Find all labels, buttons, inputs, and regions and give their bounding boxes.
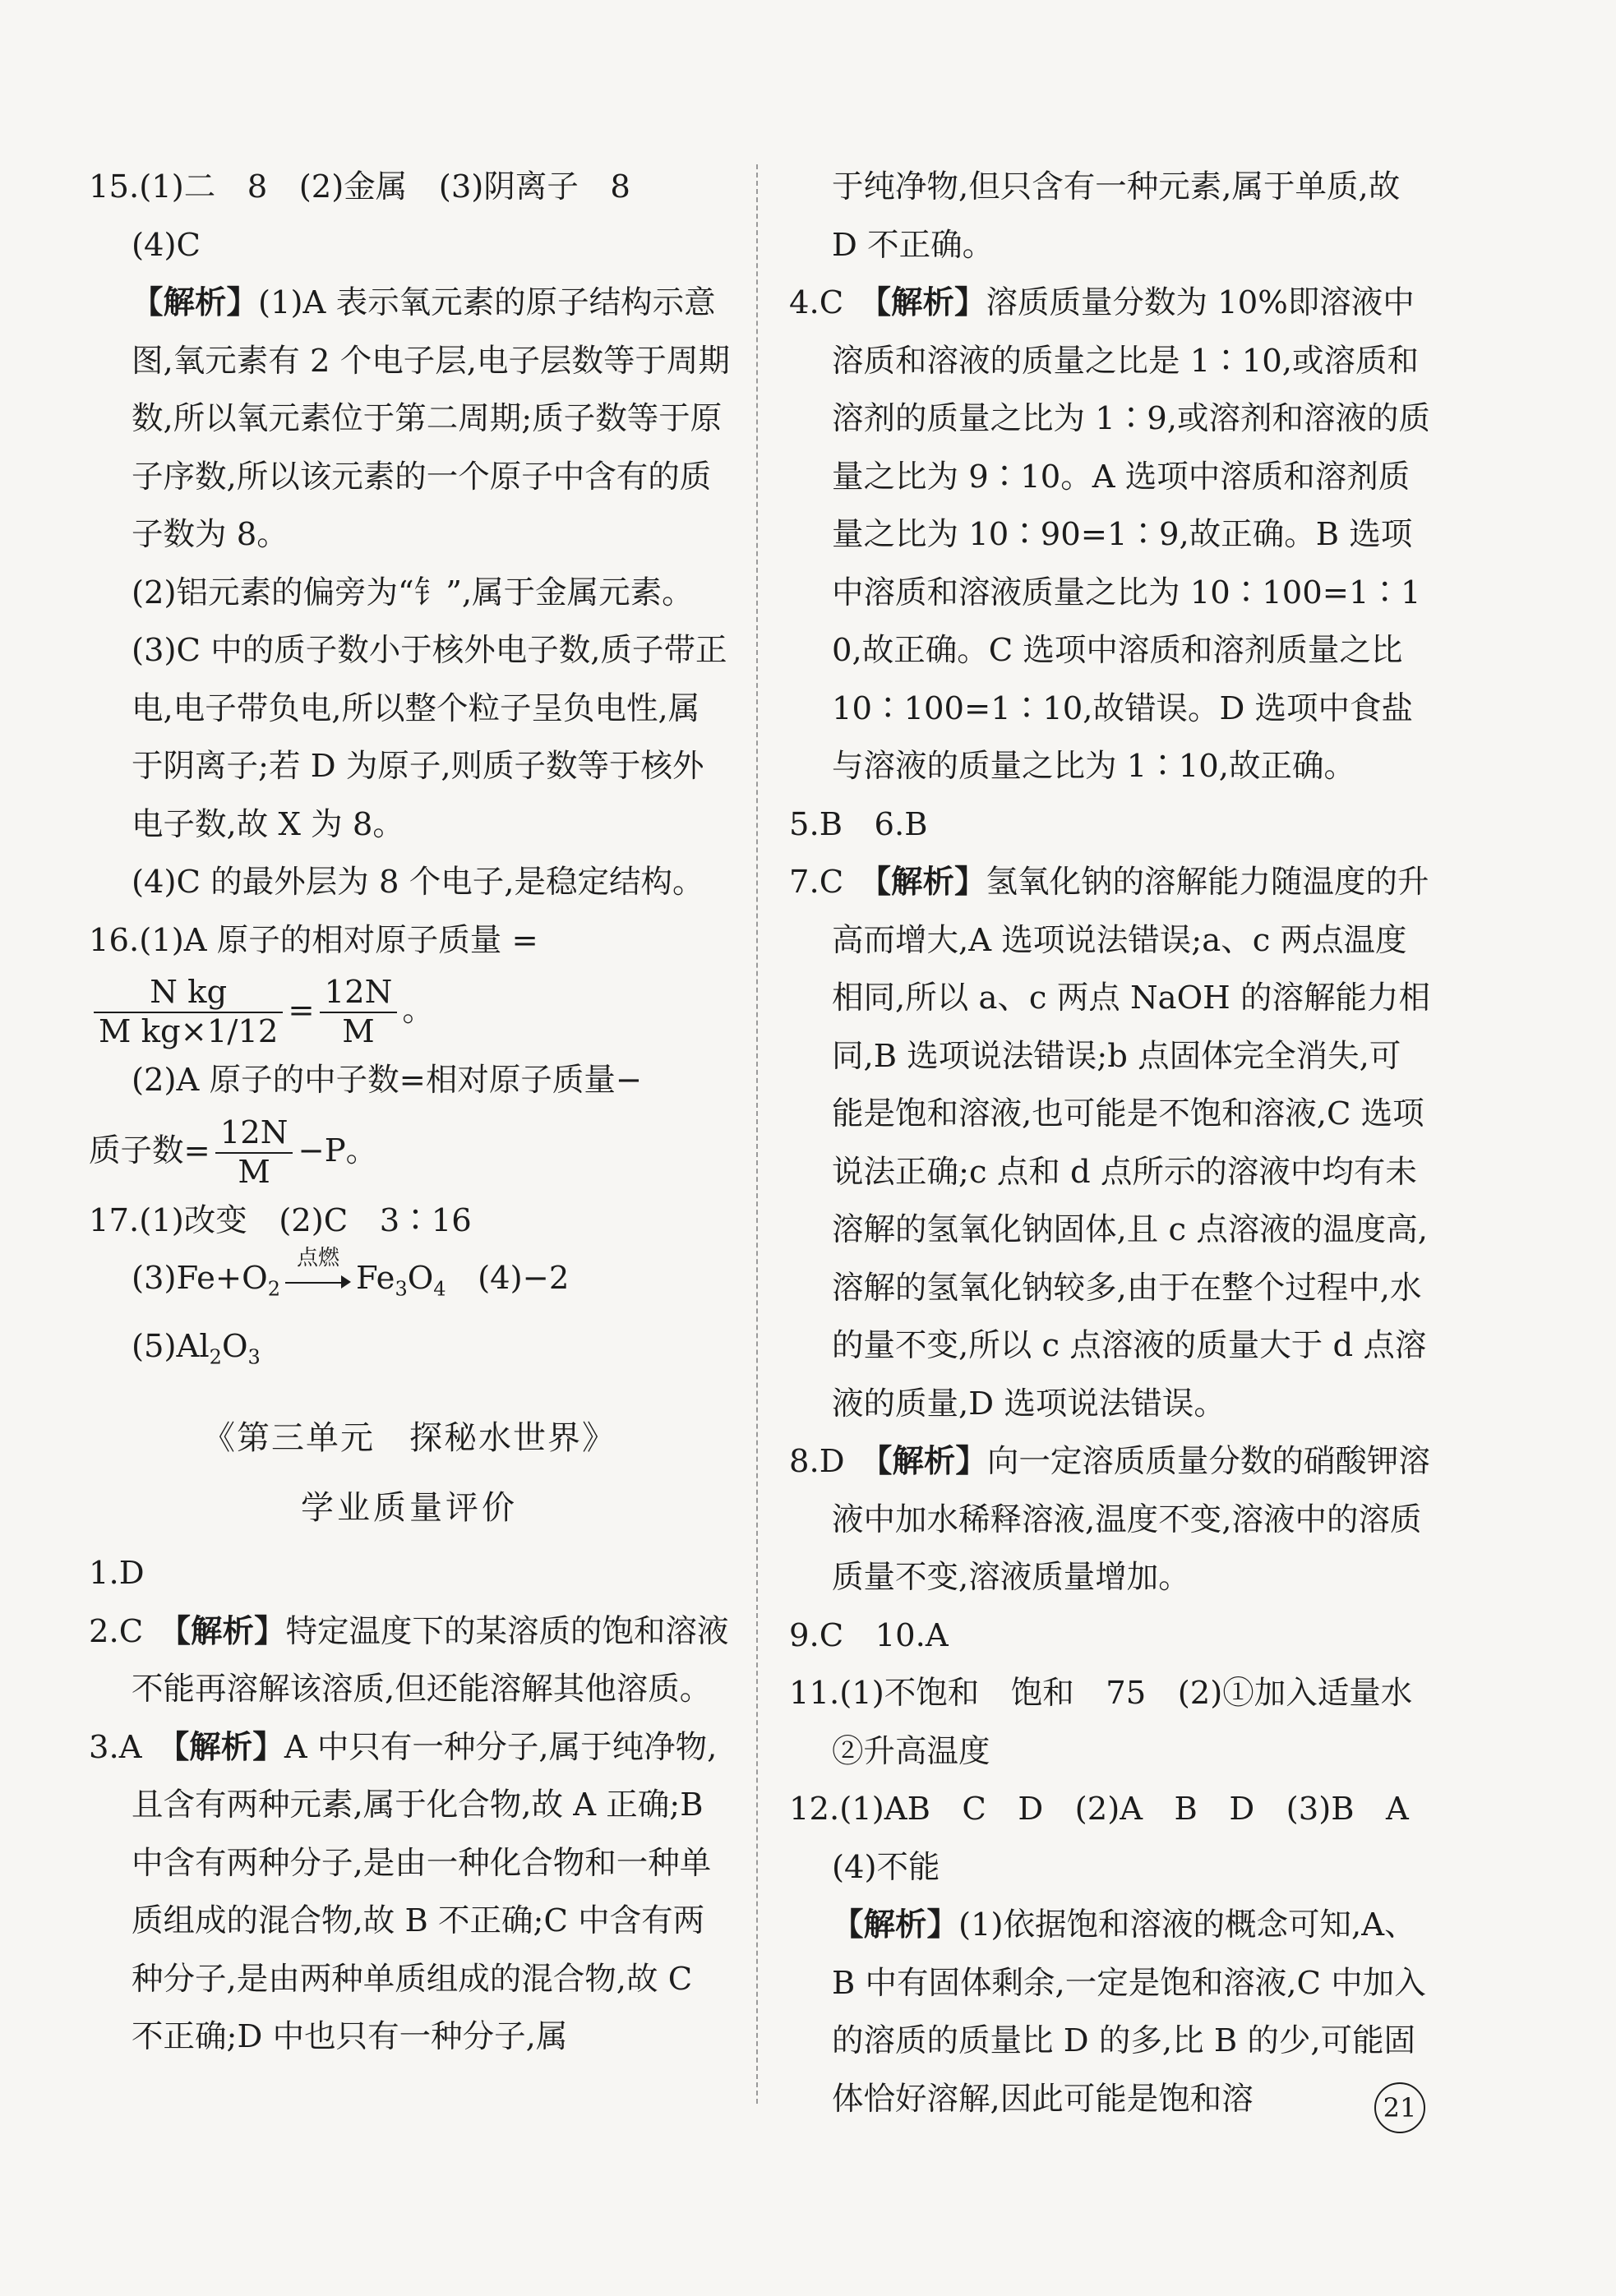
q9-10-answers: 9.C 10.A	[789, 1616, 949, 1654]
q3-analysis-text: A 中只有一种分子,属于纯净物,且含有两种元素,属于化合物,故 A 正确;B 中含有两种分子,是由一种化合物和一种单质组成的混合物,故 B 不正确;C 中含有两种分子,是由两种单质组成的混合物,故 C 不正确;D 中也只有一种分子,属	[132, 1728, 718, 2056]
q3-number: 3.A	[89, 1728, 174, 1766]
analysis-tag: 【解析】	[875, 284, 986, 321]
analysis-tag: 【解析】	[875, 864, 986, 901]
equation-product: Fe	[356, 1260, 395, 1297]
equation-reactants: (3)Fe+O	[132, 1260, 268, 1297]
q16-answer-line1: 16.(1)A 原子的相对原子质量 =	[89, 921, 538, 959]
q16-formula-2	[89, 1110, 730, 1192]
fraction-2	[320, 974, 398, 1051]
fraction-1-numerator: N kg	[94, 974, 283, 1013]
subscript: 2	[209, 1345, 222, 1369]
q17-part5	[89, 1318, 730, 1386]
subscript: 4	[433, 1277, 446, 1301]
q8-answer	[789, 1433, 1430, 1607]
q4-number: 4.C	[789, 284, 875, 321]
right-column	[789, 159, 1444, 2128]
q15-analysis-3: (3)C 中的质子数小于核外电子数,质子带正电,电子带负电,所以整个粒子呈负电性,属于阴离子;若 D 为原子,则质子数等于核外电子数,故 X 为 8。	[132, 632, 727, 843]
q7-answer	[789, 854, 1430, 1433]
q3-answer	[89, 1719, 730, 2067]
q4-analysis-text: 溶质质量分数为 10%即溶液中溶质和溶液的质量之比是 1∶10,或溶质和溶剂的质量之比为 1∶9,或溶剂和溶液的质量之比为 9∶10。A 选项中溶质和溶剂质量之比为 10∶90=1∶9,故正确。B 选项中溶质和溶液质量之比为 10∶100=1∶10,故正确。C 选项中溶质和溶剂质量之比 10∶100=1∶10,故错误。D 选项中食盐与溶液的质量之比为 1∶10,故正确。	[832, 284, 1430, 785]
q16-formula-1	[89, 970, 730, 1052]
q3-analysis-continued: 于纯净物,但只含有一种元素,属于单质,故 D 不正确。	[832, 168, 1401, 264]
q12-answer-line1: 12.(1)AB C D (2)A B D (3)B A	[789, 1791, 1409, 1828]
column-divider	[756, 164, 758, 2104]
analysis-tag: 【解析】	[876, 1443, 987, 1480]
q16-answer-line2: (2)A 原子的中子数=相对原子质量−	[132, 1062, 643, 1099]
q5-6-answers: 5.B 6.B	[789, 805, 928, 843]
left-column	[89, 159, 730, 2067]
q2-answer	[89, 1603, 730, 1719]
fraction-2-numerator: 12N	[320, 974, 398, 1013]
q2-analysis-text: 特定温度下的某溶质的饱和溶液不能再溶解该溶质,但还能溶解其他溶质。	[132, 1612, 729, 1708]
q16-line3-prefix: 质子数=	[89, 1132, 210, 1169]
period: 。	[402, 992, 434, 1029]
subscript: 3	[247, 1345, 261, 1369]
q15-analysis-4: (4)C 的最外层为 8 个电子,是稳定结构。	[132, 864, 704, 901]
equals-sign: =	[288, 992, 315, 1029]
subscript: 3	[395, 1277, 408, 1301]
analysis-tag: 【解析】	[832, 1906, 959, 1943]
formula-al: (5)Al	[132, 1328, 210, 1366]
fraction-1	[94, 974, 283, 1051]
q12-answer-line2: (4)不能	[832, 1848, 940, 1886]
analysis-tag: 【解析】	[173, 1728, 284, 1766]
section-subtitle: 学业质量评价	[301, 1488, 518, 1527]
q15-analysis-1-text: (1)A 表示氧元素的原子结构示意图,氧元素有 2 个电子层,电子层数等于周期数,所以氧元素位于第二周期;质子数等于原子序数,所以该元素的一个原子中含有的质子数为 8。	[132, 284, 730, 553]
subscript: 2	[267, 1277, 281, 1301]
fraction-2-denominator: M	[342, 1013, 375, 1050]
q12-analysis	[789, 1897, 1430, 2128]
q16-line3-suffix: −P。	[298, 1132, 378, 1169]
analysis-tag: 【解析】	[132, 284, 259, 321]
unit-title: 《第三单元 探秘水世界》	[202, 1419, 616, 1458]
equation-product-o: O	[407, 1260, 434, 1297]
q4-answer	[789, 274, 1430, 796]
q11-answer: 11.(1)不饱和 饱和 75 (2)①加入适量水 ②升高温度	[789, 1675, 1444, 1770]
q2-number: 2.C	[89, 1612, 175, 1650]
fraction-3-numerator: 12N	[215, 1114, 293, 1154]
q8-analysis-text: 向一定溶质质量分数的硝酸钾溶液中加水稀释溶液,温度不变,溶液中的溶质质量不变,溶液质量增加。	[832, 1443, 1430, 1596]
formula-o: O	[221, 1328, 248, 1366]
q17-equation	[89, 1246, 730, 1318]
fraction-1-denominator: M kg×1/12	[99, 1013, 279, 1050]
reaction-condition: 点燃	[297, 1246, 340, 1270]
fraction-3-denominator: M	[238, 1153, 270, 1191]
q8-number: 8.D	[789, 1443, 877, 1480]
reaction-arrow-icon	[284, 1246, 353, 1297]
q12-analysis-text: (1)依据饱和溶液的概念可知,A、B 中有固体剩余,一定是饱和溶液,C 中加入的溶质的质量比 D 的多,比 B 的少,可能固体恰好溶解,因此可能是饱和溶	[832, 1906, 1426, 2118]
q15-analysis-1	[89, 274, 730, 565]
q17-part4: (4)−2	[446, 1260, 570, 1297]
q17-answer-line1: 17.(1)改变 (2)C 3∶16	[89, 1201, 472, 1239]
q7-number: 7.C	[789, 864, 875, 901]
fraction-3	[215, 1114, 293, 1192]
q1-answer: 1.D	[89, 1555, 145, 1593]
analysis-tag: 【解析】	[174, 1612, 286, 1650]
page-number: 21	[1374, 2082, 1425, 2133]
q15-answer-line1: 15.(1)二 8 (2)金属 (3)阴离子 8	[89, 168, 630, 205]
q15-answer-line2: (4)C	[132, 226, 201, 264]
q15-analysis-2: (2)铝元素的偏旁为“钅”,属于金属元素。	[132, 574, 694, 611]
q7-analysis-text: 氢氧化钠的溶解能力随温度的升高而增大,A 选项说法错误;a、c 两点温度相同,所以 a、c 两点 NaOH 的溶解能力相同,B 选项说法错误;b 点固体完全消失,可能是饱和溶液,也可能是不饱和溶液,C 选项说法正确;c 点和 d 点所示的溶液中均有未溶解的氢氧化钠固体,且 c 点溶液的温度高,溶解的氢氧化钠较多,由于在整个过程中,水的量不变,所以 c 点溶液的质量大于 d 点溶液的质量,D 选项说法错误。	[832, 864, 1430, 1422]
